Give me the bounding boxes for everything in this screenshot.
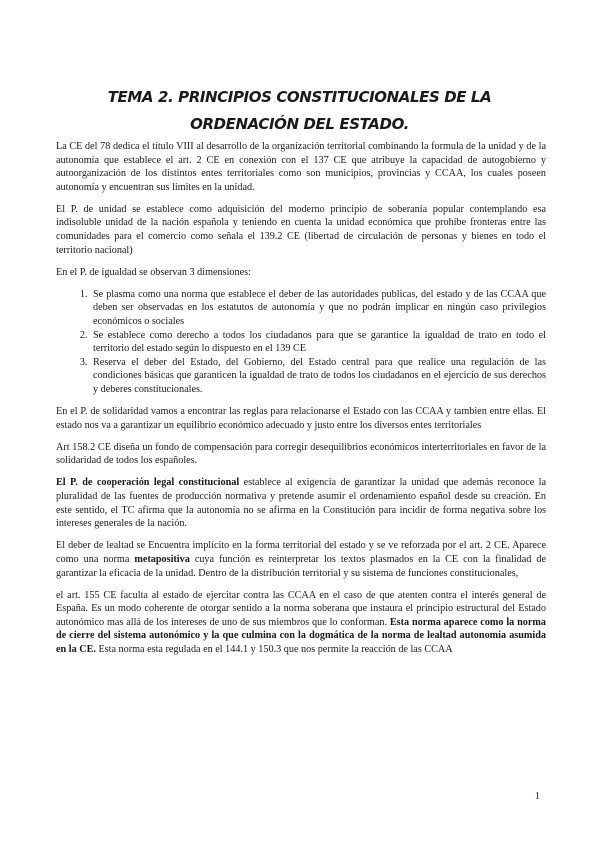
list-item: 1. Se plasma como una norma que establece el deber de las autoridades publicas, del estado y de las CCAA que deben ser observadas en los estatutos de autonomía y que no podrán implicar en ningún caso privilegios económicos o sociales [90, 288, 546, 329]
loyalty-text-end: cuya función es reinterpretar los textos plasmados en la CE con la finalidad de garantizar la eficacia de la unidad. Dentro de la distribución territorial y su sistema de funciones constitucionales, [56, 553, 546, 579]
article-155-text-start: el art. 155 CE faculta al estado de ejercitar contra las CCAA en el caso de que atenten contra el interés general de España. Es un modo coherente de otorgar sentido a la norma soberana que instaura el principio estructural del Estado autonómico mas allá de los intereses de uno de sus miembros que lo conforman. [56, 589, 546, 628]
paragraph-solidarity-principle: En el P. de solidaridad vamos a encontrar las reglas para relacionarse el Estado con las CCAA y tambien entre ellas. El estado nos va a garantizar un equilibrio económico adecuado y justo entre los diversos entes territoriales [56, 406, 546, 431]
list-item: 2. Se establece como derecho a todos los ciudadanos para que se garantice la igualdad de trato en todo el territorio del estado según lo dispuesto en el 139 CE [90, 329, 546, 356]
metapositiva-term: metapositiva [134, 553, 190, 565]
article-155-text-end: Esta norma esta regulada en el 144.1 y 150.3 que nos permite la reacción de las CCAA [95, 644, 453, 655]
paragraph-article-155 [56, 589, 546, 657]
paragraph-equality-intro: En el P. de igualdad se observan 3 dimensiones: [56, 266, 251, 278]
paragraph-unity-principle: El P. de unidad se establece como adquisición del moderno principio de soberanía popular contemplando esa indisoluble unidad de la nación española y teniendo en cuenta la unidad económica que prohíbe fronteras entre las comunidades para el comercio como señala el 139.2 CE (libertad de circulación de personas y bienes en todo el territorio nacional) [56, 203, 546, 256]
page-number: 1 [535, 791, 540, 802]
document-title: TEMA 2. PRINCIPIOS CONSTITUCIONALES DE LA ORDENACIÓN DEL ESTADO. [107, 88, 492, 133]
cooperation-principle-term: El P. de cooperación legal constitucional [56, 477, 240, 489]
list-item: 3. Reserva el deber del Estado, del Gobierno, del Estado central para que realice una regulación de las condiciones básicas que garanticen la igualdad de trato de todos los ciudadanos en el ejercicio de sus derechos y deberes constitucionales. [90, 356, 546, 397]
paragraph-compensation-fund: Art 158.2 CE diseña un fondo de compensación para corregir desequilibrios económicos interterritoriales en favor de la solidaridad de todos los españoles. [56, 441, 546, 467]
loyalty-text-start: El deber de lealtad se Encuentra implícito en la forma territorial del estado y se ve reforzada por el art. 2 CE. Aparece como una norma [56, 540, 546, 565]
equality-dimensions-list [56, 288, 546, 397]
document-body [56, 140, 546, 665]
closing-norm-statement: Esta norma aparece como la norma de cierre del sistema autonómico y la que culmina con la dogmática de la norma de lealtad autonomía asumida en la CE. [56, 616, 546, 655]
cooperation-principle-text: establece al exigencia de garantizar la unidad que además reconoce la pluralidad de las fuentes de producción normativa y pretende asumir el ordenamiento español desde su creación. En este sentido, el TC afirma que la autonomía no se afirma en la Constitución para incidir de forma negativa sobre los intereses generales de la nación. [56, 477, 546, 530]
paragraph-cooperation-principle [56, 476, 546, 530]
paragraph-territorial-organization: La CE del 78 dedica el título VIII al desarrollo de la organización territorial combinando la formula de la unidad y de la autonomía que establece el art. 2 CE en conexión con el 137 CE que atribuye la capacidad de autogobierno y autoorganización de los distintos entes territoriales como son municipios, provincias y CCAA, los cuales poseen autonomía y encuentran sus limites en la unidad. [56, 141, 546, 193]
paragraph-loyalty-duty [56, 539, 546, 580]
